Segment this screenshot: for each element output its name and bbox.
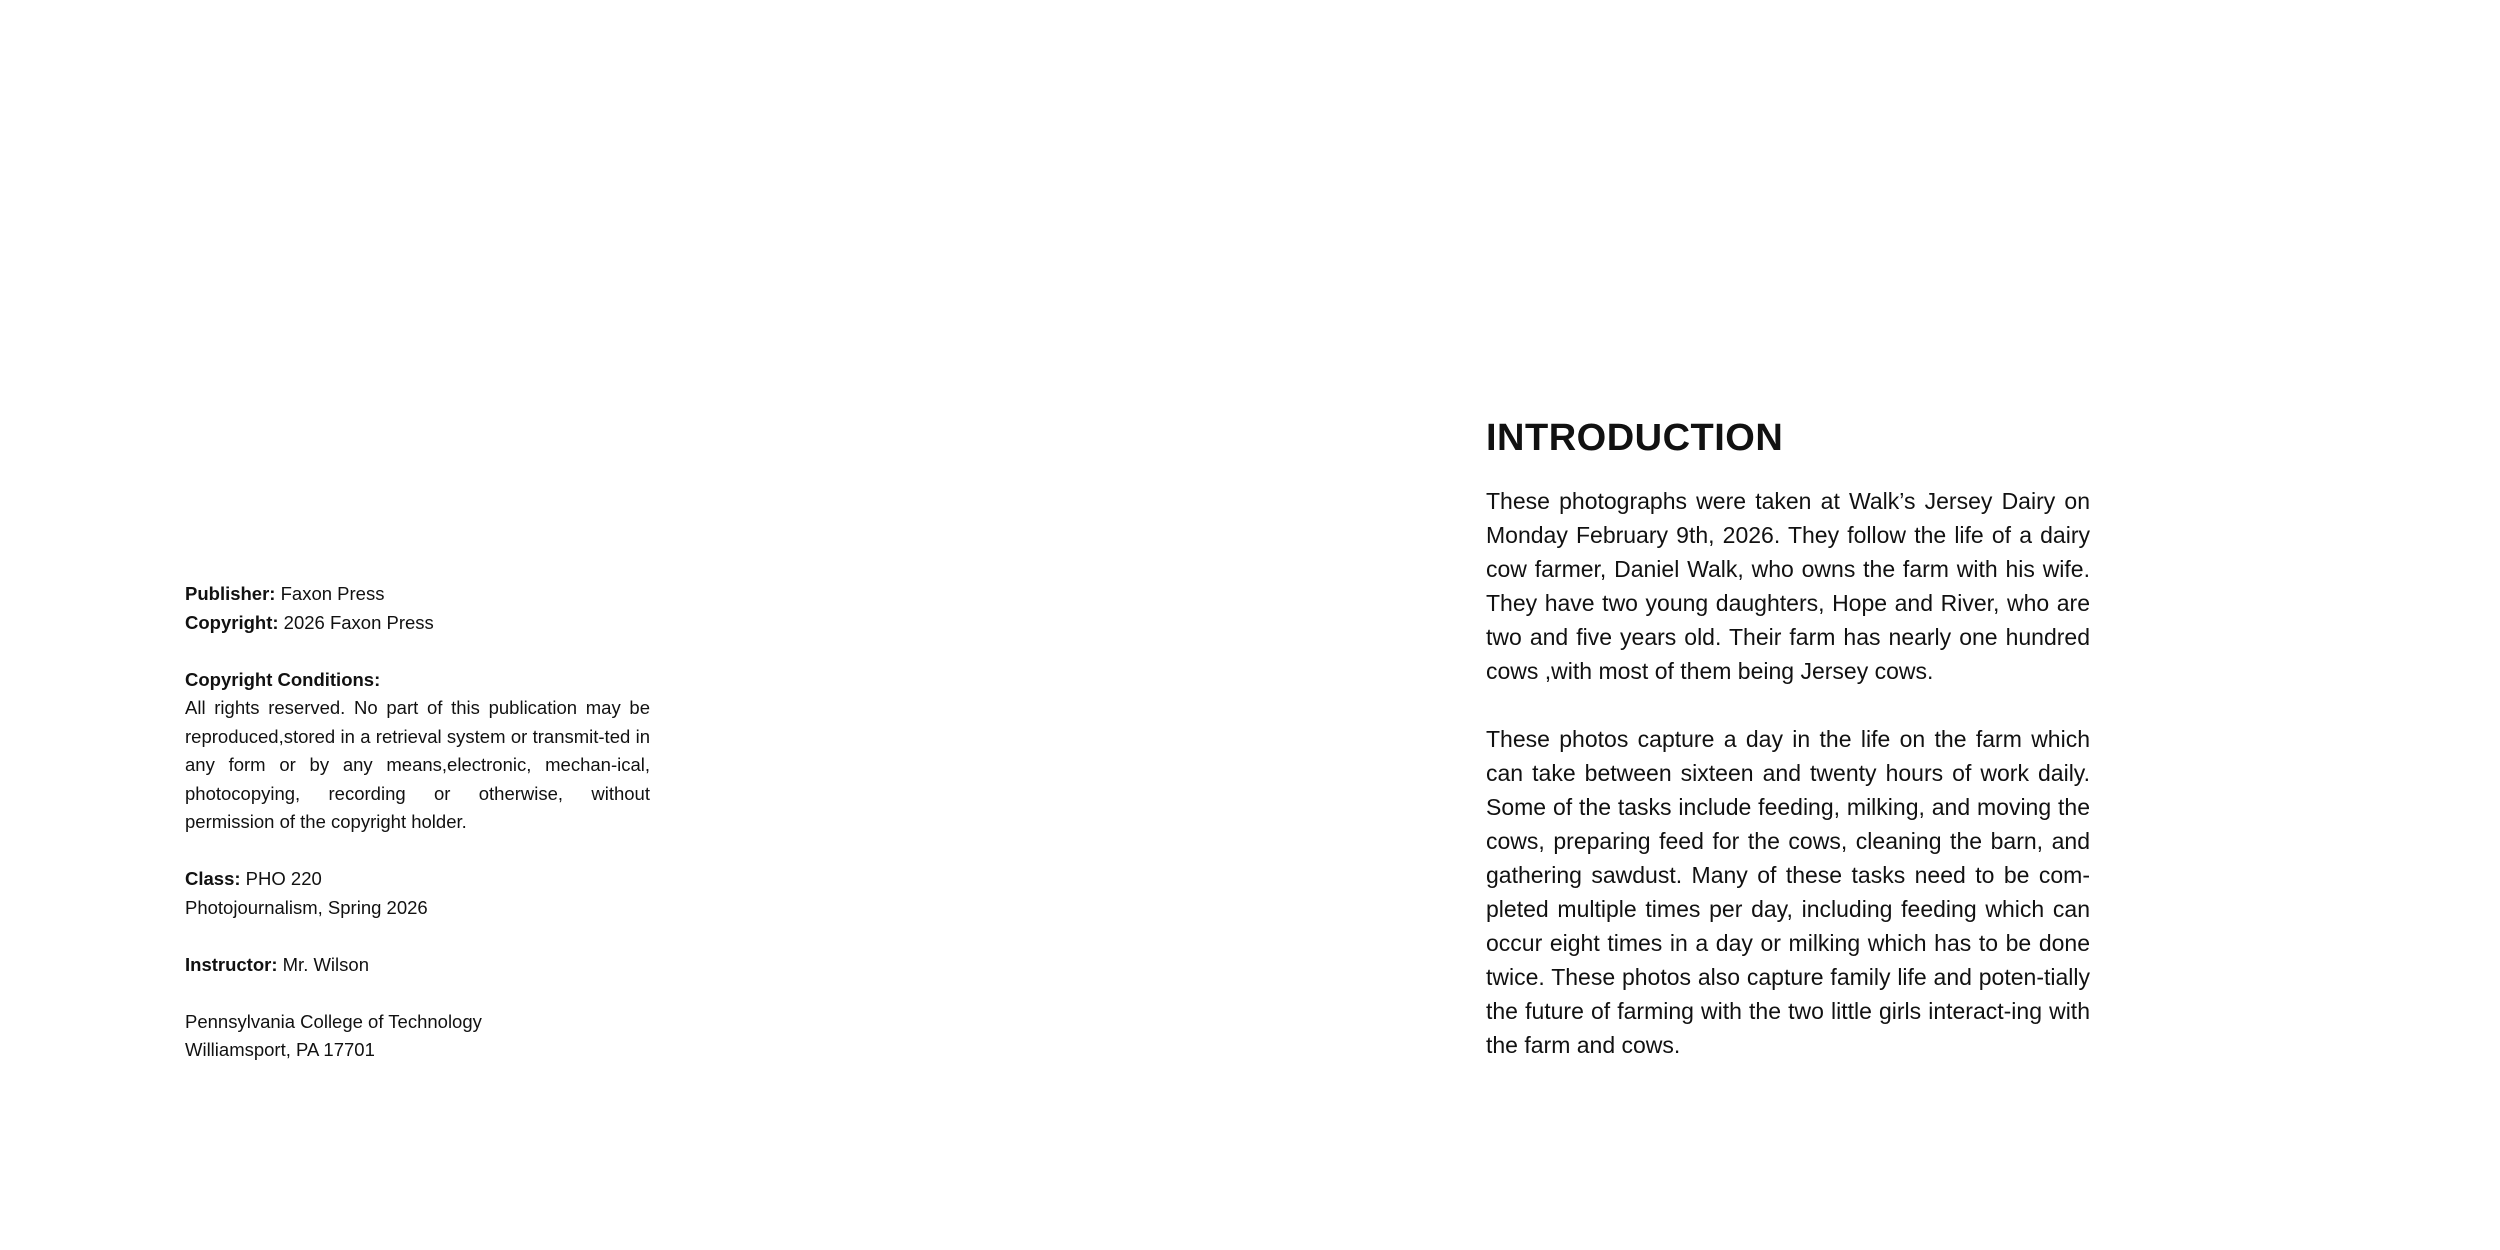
instructor-line <box>185 951 665 980</box>
introduction-heading: INTRODUCTION <box>1486 417 1784 459</box>
copyright-label: Copyright: <box>185 611 279 633</box>
copyright-conditions-text: All rights reserved. No part of this publication may be reproduced,stored in a retrieval system or transmit-ted in any form or by any means,electronic, mechan-ical, photocopying, recording or otherwise, without permission of the copyright holder. <box>185 697 650 832</box>
right-page <box>1250 0 2500 1250</box>
copyright-value: 2026 Faxon Press <box>283 611 434 633</box>
publisher-label: Publisher: <box>185 583 276 604</box>
class-value: PHO 220 <box>245 868 322 889</box>
colophon <box>185 580 665 1065</box>
instructor-label: Instructor: <box>185 953 278 975</box>
introduction-paragraph-2: These photos capture a day in the life on the farm which can take between sixteen and twenty hours of work daily. Some of the tasks include feeding, milking, and moving the cows, preparing feed for the cows, cleaning the barn, and gathering sawdust. Many of these tasks need to be com-pleted multiple times per day, including feeding which can occur eight times in a day or milking which has to be done twice. These photos also capture family life and poten-tially the future of farming with the two little girls interact-ing with the farm and cows. <box>1486 726 2090 1058</box>
college-name: Pennsylvania College of Technology <box>185 1010 482 1032</box>
spacer <box>185 837 665 866</box>
spacer <box>185 922 665 951</box>
copyright-conditions-label: Copyright Conditions: <box>185 668 381 690</box>
class-line <box>185 865 665 894</box>
college-address: Williamsport, PA 17701 <box>185 1039 375 1060</box>
publisher-line <box>185 580 665 609</box>
class-label: Class: <box>185 868 241 889</box>
instructor-value: Mr. Wilson <box>282 953 369 975</box>
spacer <box>185 979 665 1008</box>
spacer <box>1486 688 2090 722</box>
spacer <box>185 637 665 666</box>
copyright-line <box>185 609 665 638</box>
introduction-section <box>1486 412 2090 1062</box>
publisher-value: Faxon Press <box>280 583 385 604</box>
class-course: Photojournalism, Spring 2026 <box>185 896 428 918</box>
introduction-paragraph-1: These photographs were taken at Walk’s Jersey Dairy on Monday February 9th, 2026. They follow the life of a dairy cow farmer, Daniel Walk, who owns the farm with his wife. They have two young daughters, Hope and River, who are two and five years old. Their farm has nearly one hundred cows ,with most of them being Jersey cows. <box>1486 488 2090 684</box>
